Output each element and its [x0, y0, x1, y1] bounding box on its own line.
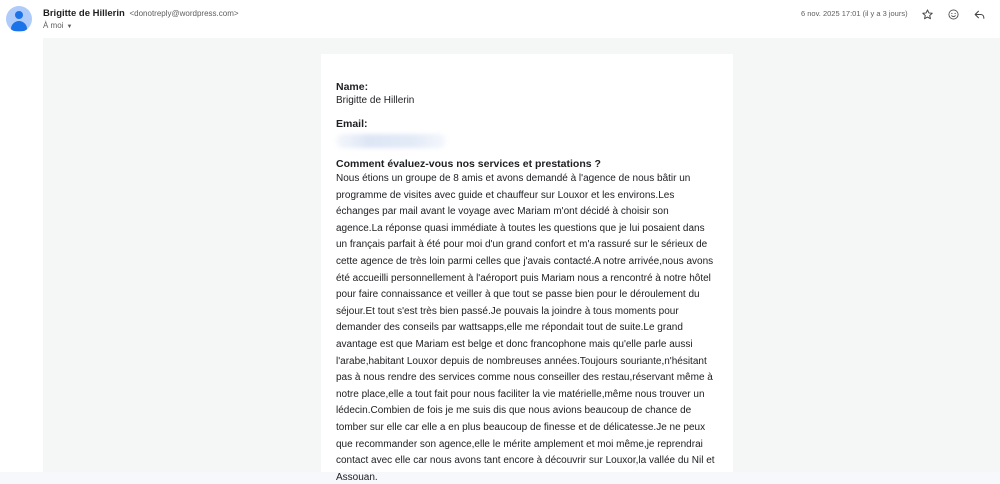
star-button[interactable] — [918, 5, 936, 23]
question-heading: Comment évaluez-vous nos services et prestations ? — [336, 158, 601, 170]
reply-icon — [973, 8, 986, 21]
form-submission-card — [321, 54, 733, 483]
message-date: 6 nov. 2025 17:01 (il y a 3 jours) — [801, 9, 908, 18]
avatar-body-shape — [11, 21, 27, 31]
sender-avatar[interactable] — [6, 6, 32, 32]
star-icon — [921, 8, 934, 21]
recipient-label: À moi — [43, 21, 64, 30]
name-field-value: Brigitte de Hillerin — [336, 95, 415, 106]
recipient-details-toggle[interactable] — [43, 21, 72, 30]
sender-line — [43, 8, 239, 19]
question-answer: Nous étions un groupe de 8 amis et avons demandé à l'agence de nous bâtir un programme de visites avec guide et chauffeur sur Louxor et les environs.Les échanges par mail avant le voyage avec Mariam m'ont décidé à choisir son agence.La réponse quasi immédiate à toutes les questions que je lui posaient dans un français parfait à été pour moi d'un grand confort et m'a rassuré sur le sérieux de cette agence de très loin parmi celles que j'avais contacté.A notre arrivée,nous avons été accueilli personnellement à l'aéroport puis Mariam nous a rencontré à notre hôtel pour faire connaissance et veiller à que tout se passe bien pour le déroulement du séjour.Et tout s'est très bien passé.Je pouvais la joindre à tous moments pour demander des conseils par wattsapps,elle me répondait tout de suite.Le grand avantage est que Mariam est belge et donc francophone mais qu'elle parle aussi l'arabe,habitant Louxor depuis de nombreuses années.Toujours souriante,n'hésitant pas à nous rendre des services comme nous conseiller des restau,réservant même à notre place,elle a tout fait pour nous faciliter la vie matérielle,même nous trouver un lédecin.Combien de fois je me suis dis que nous avions beaucoup de chance de tomber sur elle car elle a en plus beaucoup de finesse et de délicatesse.Je ne peux que recommander son agence,elle le mérite amplement et moi même,je reprendrai contact avec elle car nous avons tant encore à découvrir sur Louxor,la vallée du Nil et Assouan. — [336, 173, 715, 483]
email-header — [0, 0, 1000, 38]
reply-button[interactable] — [970, 5, 988, 23]
add-reaction-button[interactable] — [944, 5, 962, 23]
email-field-label: Email: — [336, 118, 368, 130]
name-field-label: Name: — [336, 81, 369, 93]
sender-name[interactable]: Brigitte de Hillerin — [43, 8, 125, 19]
sender-email: <donotreply@wordpress.com> — [129, 9, 239, 18]
chevron-down-icon: ▼ — [66, 24, 73, 30]
emoji-icon — [947, 8, 960, 21]
avatar-head-shape — [15, 11, 23, 19]
email-field-value-redacted — [336, 134, 446, 148]
